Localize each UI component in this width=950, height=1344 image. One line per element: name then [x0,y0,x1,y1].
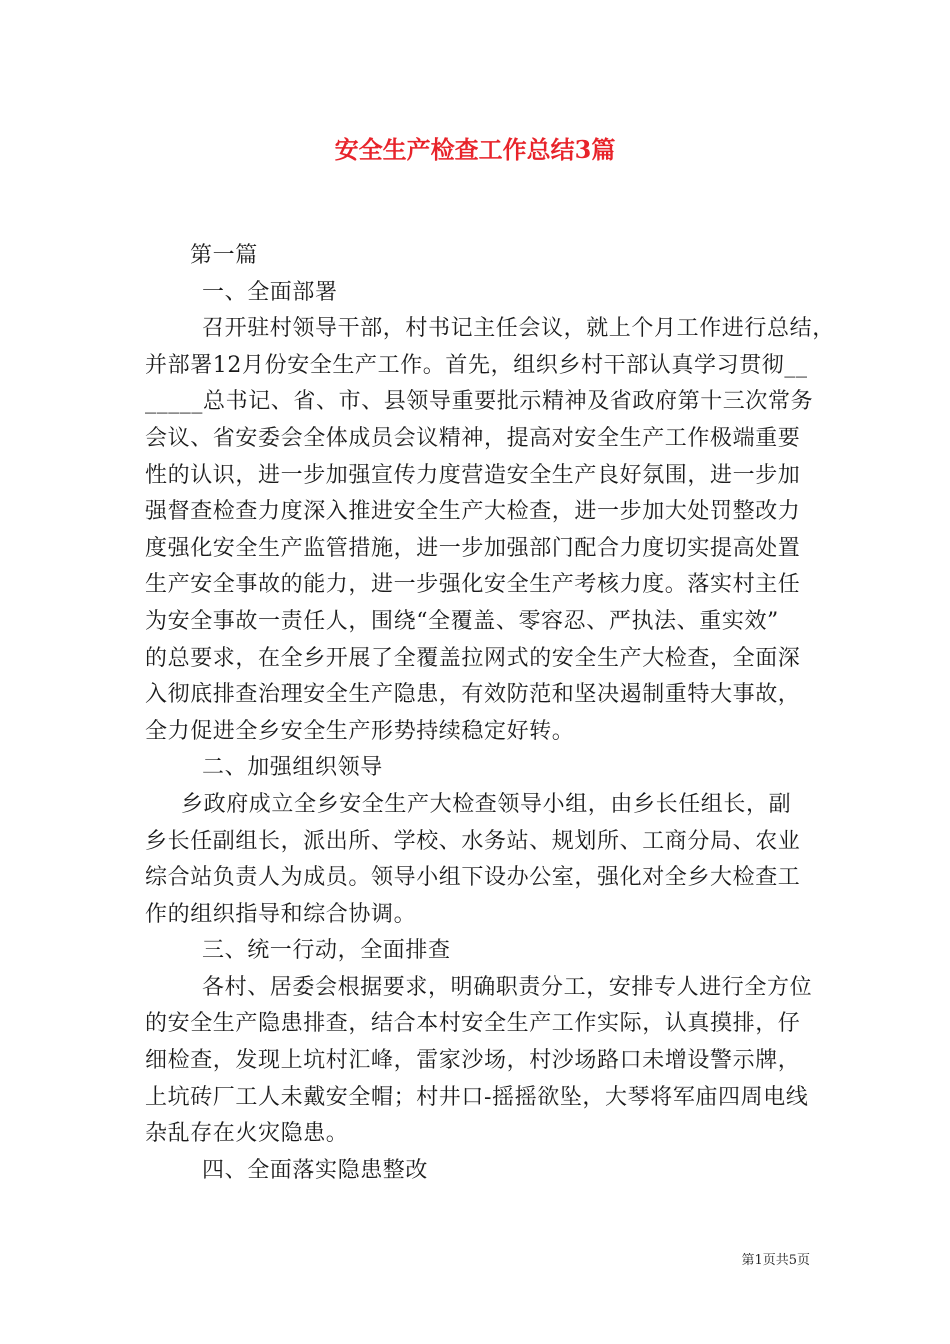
page-number: 第1页共5页 [741,1253,810,1268]
section-heading: 四、全面落实隐患整改 [202,1157,429,1183]
paragraph-line: 度强化安全生产监管措施，进一步加强部门配合力度切实提高处置 [145,535,801,561]
paragraph-line: 会议、省安委会全体成员会议精神，提高对安全生产工作极端重要 [145,425,801,451]
paragraph-line: 全力促进全乡安全生产形势持续稳定好转。 [145,718,575,744]
document-title: 安全生产检查工作总结3篇 [334,135,616,164]
paragraph-line: 各村、居委会根据要求，明确职责分工，安排专人进行全方位 [202,974,813,1000]
paragraph-line: _____总书记、省、市、县领导重要批示精神及省政府第十三次常务 [145,389,814,415]
section-heading: 三、统一行动，全面排查 [202,938,451,964]
paragraph-line: 入彻底排查治理安全生产隐患，有效防范和坚决遏制重特大事故， [145,682,801,708]
paragraph-line: 召开驻村领导干部，村书记主任会议，就上个月工作进行总结， [202,316,835,342]
paragraph-line: 强督查检查力度深入推进安全生产大检查，进一步加大处罚整改力 [145,499,801,525]
document-body [145,238,835,1189]
section-heading: 二、加强组织领导 [202,755,383,781]
section-heading: 一、全面部署 [202,279,338,305]
paragraph-line: 上坑砖厂工人未戴安全帽；村井口-摇摇欲坠，大琴将军庙四周电线 [145,1084,809,1110]
paragraph-line: 乡政府成立全乡安全生产大检查领导小组，由乡长任组长，副 [181,791,792,817]
paragraph-line: 细检查，发现上坑村汇峰，雷家沙场，村沙场路口未增设警示牌， [145,1048,801,1074]
section-heading: 第一篇 [190,243,258,268]
paragraph-line: 的总要求，在全乡开展了全覆盖拉网式的安全生产大检查，全面深 [145,645,801,671]
paragraph-line: 生产安全事故的能力，进一步强化安全生产考核力度。落实村主任 [145,572,801,598]
paragraph-line: 综合站负责人为成员。领导小组下设办公室，强化对全乡大检查工 [145,865,801,891]
paragraph-line: 为安全事故一责任人，围绕“全覆盖、零容忍、严执法、重实效” [145,608,779,634]
paragraph-line: 杂乱存在火灾隐患。 [145,1121,349,1147]
paragraph-line: 乡长任副组长，派出所、学校、水务站、规划所、工商分局、农业 [145,828,801,854]
paragraph-line: 作的组织指导和综合协调。 [145,901,417,927]
paragraph-line: 性的认识，进一步加强宣传力度营造安全生产良好氛围，进一步加 [145,462,801,488]
paragraph-line: 并部署12月份安全生产工作。首先，组织乡村干部认真学习贯彻__ [145,352,808,378]
paragraph-line: 的安全生产隐患排查，结合本村安全生产工作实际，认真摸排，仔 [145,1011,801,1037]
